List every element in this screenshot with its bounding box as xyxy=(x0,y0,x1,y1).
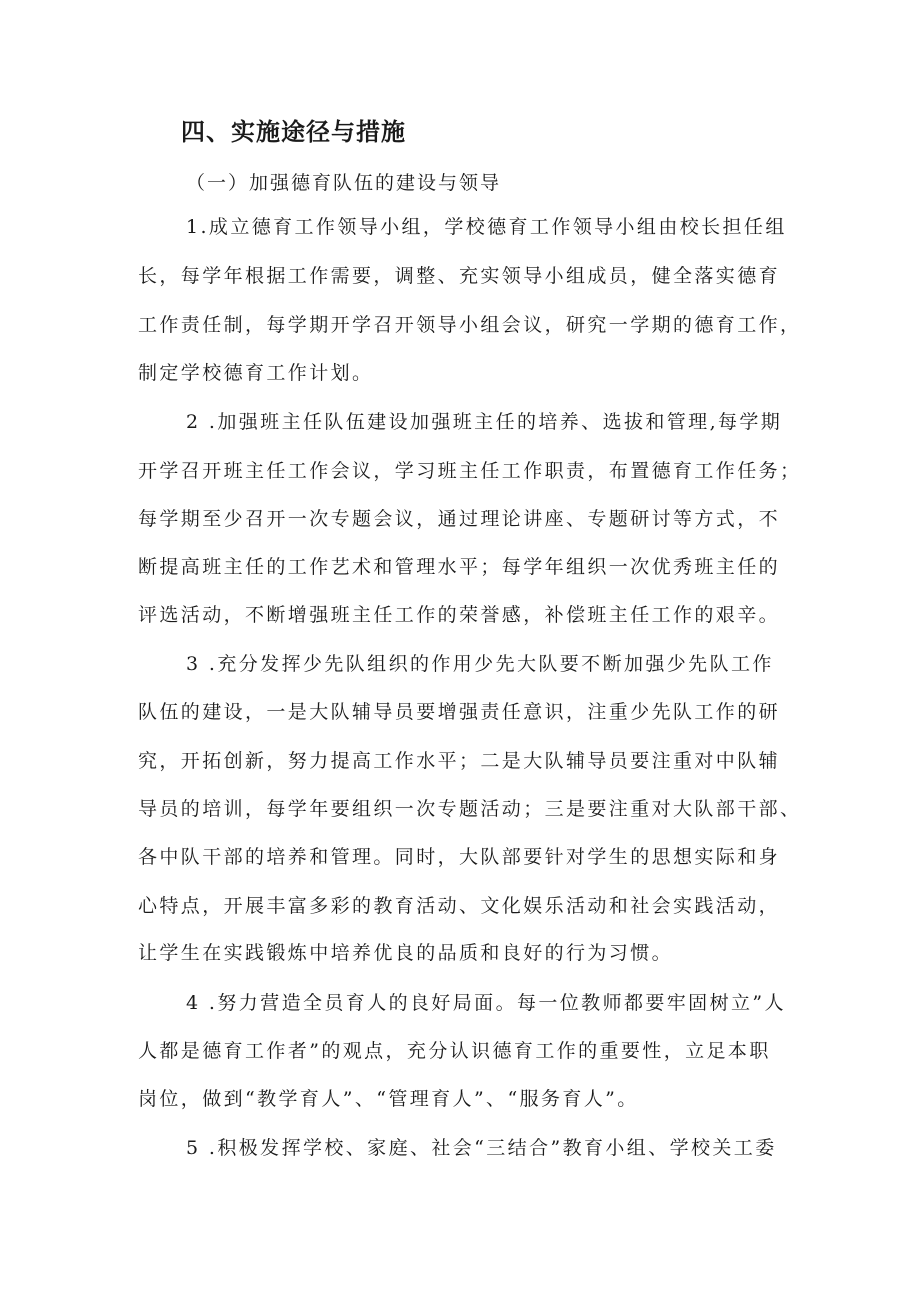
paragraph-2-line-3: 每学期至少召开一次专题会议，通过理论讲座、专题研讨等方式，不 xyxy=(138,508,781,530)
paragraph-3-line-7: 让学生在实践锻炼中培养优良的品质和良好的行为习惯。 xyxy=(138,942,674,964)
paragraph-2-line-5: 评选活动，不断增强班主任工作的荣誉感，补偿班主任工作的艰辛。 xyxy=(138,604,781,626)
paragraph-3-line-2: 队伍的建设，一是大队辅导员要增强责任意识，注重少先队工作的研 xyxy=(138,701,781,723)
paragraph-1-line-4: 制定学校德育工作计划。 xyxy=(138,362,374,384)
subsection-heading: （一）加强德育队伍的建设与领导 xyxy=(186,172,502,194)
paragraph-4-line-3: 岗位，做到“教学育人”、“管理育人”、“服务育人”。 xyxy=(138,1088,639,1110)
paragraph-1-line-1: 1.成立德育工作领导小组，学校德育工作领导小组由校长担任组 xyxy=(186,216,787,238)
section-heading: 四、实施途径与措施 xyxy=(181,118,406,146)
paragraph-3-line-1: 3 .充分发挥少先队组织的作用少先大队要不断加强少先队工作 xyxy=(186,653,774,675)
paragraph-4-line-2: 人都是德育工作者”的观点，充分认识德育工作的重要性，立足本职 xyxy=(138,1040,771,1062)
paragraph-3-line-4: 导员的培训，每学年要组织一次专题活动；三是要注重对大队部干部、 xyxy=(138,798,802,820)
paragraph-1-line-3: 工作责任制，每学期开学召开领导小组会议，研究一学期的德育工作， xyxy=(138,314,802,336)
paragraph-2-line-2: 开学召开班主任工作会议，学习班主任工作职责，布置德育工作任务； xyxy=(138,460,802,482)
paragraph-5-line-1: 5 .积极发挥学校、家庭、社会“三结合”教育小组、学校关工委 xyxy=(186,1137,777,1159)
paragraph-2-line-1: 2 .加强班主任队伍建设加强班主任的培养、选拔和管理,每学期 xyxy=(186,411,783,433)
paragraph-2-line-4: 断提高班主任的工作艺术和管理水平；每学年组织一次优秀班主任的 xyxy=(138,556,781,578)
paragraph-4-line-1: 4 .努力营造全员育人的良好局面。每一位教师都要牢固树立”人 xyxy=(186,992,786,1014)
paragraph-3-line-3: 究，开拓创新，努力提高工作水平；二是大队辅导员要注重对中队辅 xyxy=(138,750,781,772)
paragraph-3-line-6: 心特点，开展丰富多彩的教育活动、文化娱乐活动和社会实践活动， xyxy=(138,895,781,917)
paragraph-3-line-5: 各中队干部的培养和管理。同时，大队部要针对学生的思想实际和身 xyxy=(138,846,781,868)
paragraph-1-line-2: 长，每学年根据工作需要，调整、充实领导小组成员，健全落实德育 xyxy=(138,265,781,287)
